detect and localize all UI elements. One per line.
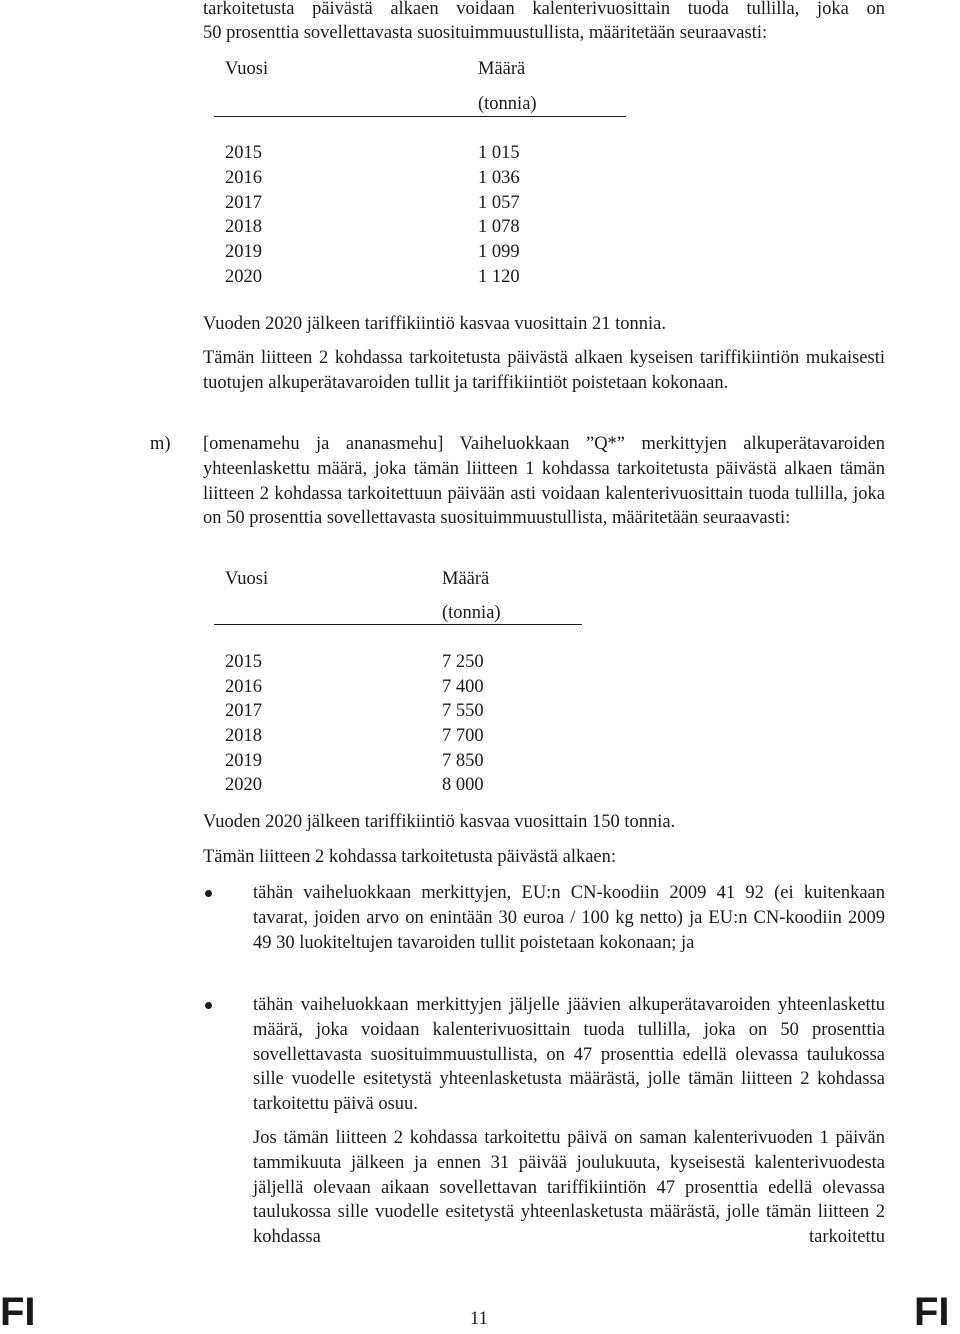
table2-row-year: 2019 <box>225 751 262 771</box>
table1-row-amount: 1 099 <box>478 242 520 262</box>
intro-line-2: 50 prosenttia sovellettavasta suosituimmuustullista, määritetään seuraavasti: <box>203 23 768 43</box>
table2-header-year: Vuosi <box>225 569 269 589</box>
table1-row-year: 2018 <box>225 217 262 237</box>
table1-row-amount: 1 057 <box>478 193 520 213</box>
table2-row-year: 2020 <box>225 775 262 795</box>
intro-line-1: tarkoitetusta päivästä alkaen voidaan kalenterivuosittain tuoda tullilla, joka on <box>203 0 885 19</box>
bullet-icon <box>205 890 212 897</box>
table1-row-year: 2016 <box>225 168 262 188</box>
table2-row-amount: 7 850 <box>442 751 484 771</box>
table2-header-amount: Määrä <box>442 569 490 589</box>
item-m-paragraph: [omenamehu ja ananasmehu] Vaiheluokkaan ”Q*” merkittyjen alkuperätavaroiden yhteenlaskettu määrä, joka tämän liitteen 1 kohdassa tarkoitetusta päivästä alkaen tämän liitteen 2 kohdassa tarkoitettuun päivään asti voidaan kalenterivuosittain tuoda tullilla, joka on 50 prosenttia sovellettavasta suosituimmuustullista, määritetään seuraavasti: <box>203 434 885 529</box>
table2-row-amount: 8 000 <box>442 775 484 795</box>
table2-row-amount: 7 250 <box>442 652 484 672</box>
bullets-intro: Tämän liitteen 2 kohdassa tarkoitetusta päivästä alkaen: <box>203 847 617 867</box>
table1-header-amount: Määrä <box>478 59 526 79</box>
table1-row-amount: 1 078 <box>478 217 520 237</box>
table2-row-amount: 7 550 <box>442 701 484 721</box>
table1-row-year: 2020 <box>225 267 262 287</box>
table1-growth-note: Vuoden 2020 jälkeen tariffikiintiö kasvaa vuosittain 21 tonnia. <box>203 314 667 334</box>
item-m-label: m) <box>150 434 171 454</box>
table2-row-year: 2018 <box>225 726 262 746</box>
footer-language-right: FI <box>914 1290 950 1334</box>
table1-row-year: 2019 <box>225 242 262 262</box>
table1-header-year: Vuosi <box>225 59 269 79</box>
table1-header-unit: (tonnia) <box>478 94 537 114</box>
abolish-paragraph: Tämän liitteen 2 kohdassa tarkoitetusta päivästä alkaen kyseisen tariffikiintiön mukaisesti tuotujen alkuperätavaroiden tullit ja tariffikiintiöt poistetaan kokonaan. <box>203 348 885 393</box>
table1-row-amount: 1 120 <box>478 267 520 287</box>
footer-page-number: 11 <box>470 1309 488 1329</box>
table2-growth-note: Vuoden 2020 jälkeen tariffikiintiö kasvaa vuosittain 150 tonnia. <box>203 812 676 832</box>
final-paragraph: Jos tämän liitteen 2 kohdassa tarkoitettu päivä on saman kalenterivuoden 1 päivän tammikuuta jälkeen ja ennen 31 päivää joulukuuta, kyseisestä kalenterivuodesta jäljellä olevaan aikaan sovellettavan tariffikiintiön 47 prosenttia edellä olevassa taulukossa sille vuodelle esitetystä yhteenlasketusta määrästä, jolle tämän liitteen 2 kohdassa tarkoitettu <box>253 1128 885 1248</box>
table2-row-year: 2017 <box>225 701 262 721</box>
bullet-icon <box>205 1002 212 1009</box>
table1-row-amount: 1 015 <box>478 143 520 163</box>
table2-row-year: 2015 <box>225 652 262 672</box>
bullet-item-text: tähän vaiheluokkaan merkittyjen jäljelle jäävien alkuperätavaroiden yhteenlaskettu määrä, joka voidaan kalenterivuosittain tuoda tullilla, joka on 50 prosenttia sovellettavasta suosituimmuustullista, on 47 prosenttia edellä olevassa taulukossa sille vuodelle esitetystä yhteenlasketusta määrästä, jolle tämän liitteen 2 kohdassa tarkoitettu päivä osuu. <box>253 995 885 1115</box>
table1-row-amount: 1 036 <box>478 168 520 188</box>
table2-row-amount: 7 400 <box>442 677 484 697</box>
table1-row-year: 2015 <box>225 143 262 163</box>
bullet-item-text: tähän vaiheluokkaan merkittyjen, EU:n CN-koodiin 2009 41 92 (ei kuitenkaan tavarat, joiden arvo on enintään 30 euroa / 100 kg netto) ja EU:n CN-koodiin 2009 49 30 luokiteltujen tavaroiden tullit poistetaan kokonaan; ja <box>253 883 885 953</box>
table2-row-amount: 7 700 <box>442 726 484 746</box>
table1-header-rule <box>214 116 626 117</box>
table1-row-year: 2017 <box>225 193 262 213</box>
table2-header-unit: (tonnia) <box>442 603 501 623</box>
footer-language-left: FI <box>0 1290 36 1334</box>
table2-header-rule <box>214 624 582 625</box>
table2-row-year: 2016 <box>225 677 262 697</box>
